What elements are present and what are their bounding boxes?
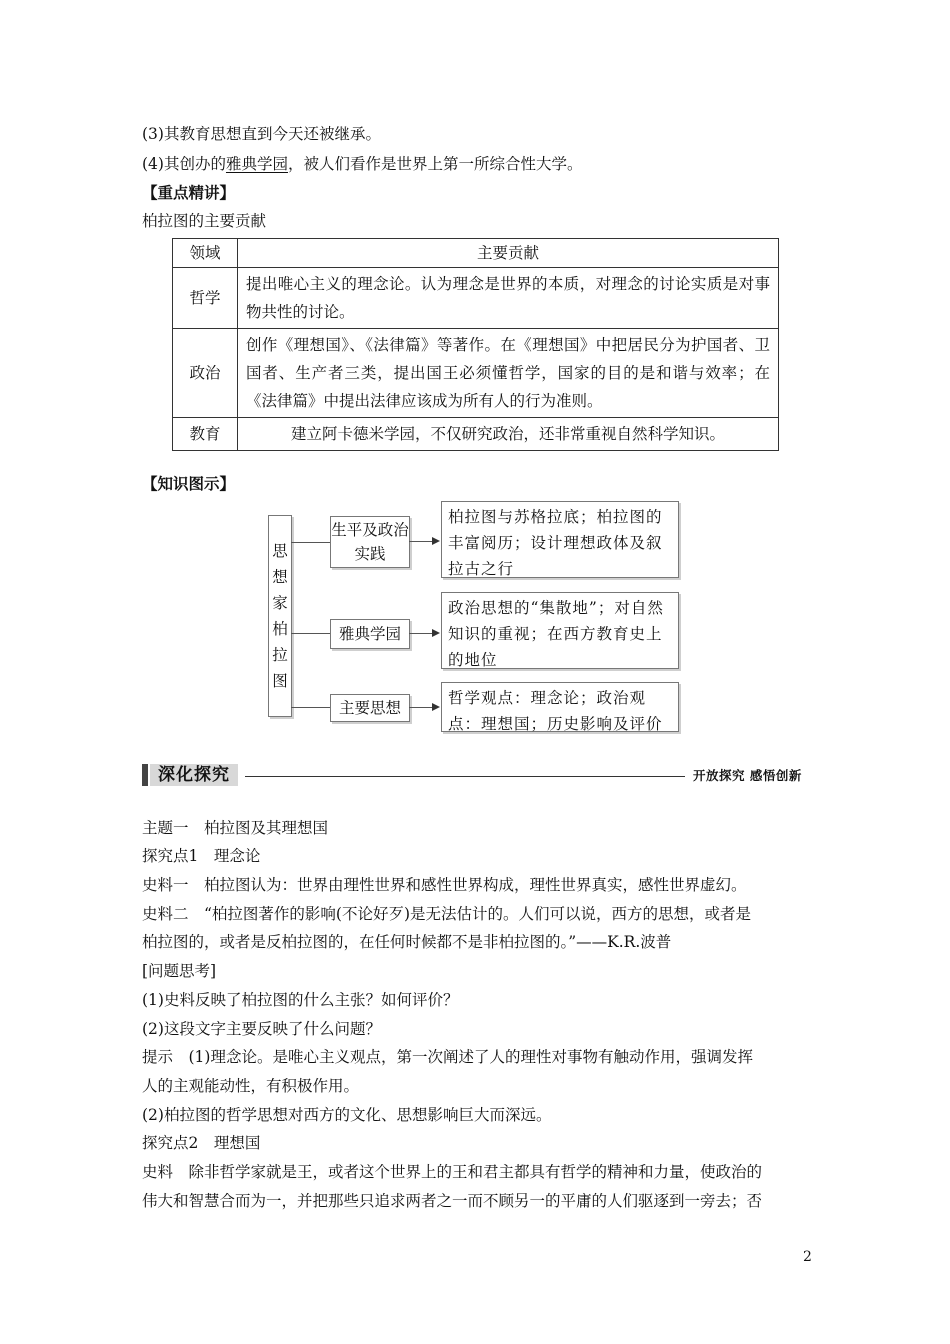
- question-heading: [问题思考]: [142, 962, 217, 980]
- diagram-root-box: [268, 515, 292, 717]
- branch-box-life: 生平及政治实践: [330, 516, 410, 568]
- table-row: [173, 329, 779, 418]
- table-caption: 柏拉图的主要贡献: [142, 212, 267, 230]
- arrow-head-icon: [432, 703, 440, 711]
- list-item-4: [142, 154, 583, 174]
- branch-box-thought: 主要思想: [330, 694, 410, 722]
- list-item-4-suffix: ，被人们看作是世界上第一所综合性大学。: [287, 155, 583, 173]
- source-2-line-2: 柏拉图的，或者是反柏拉图的，在任何时候都不是非柏拉图的。”——K.R.波普: [142, 933, 672, 951]
- table-header-row: [173, 239, 779, 268]
- hint-line-2: 人的主观能动性，有积极作用。: [142, 1077, 360, 1095]
- connector-line: [291, 633, 330, 634]
- page-number: 2: [803, 1249, 812, 1265]
- source-3-line-1: 史料 除非哲学家就是王，或者这个世界上的王和君主都具有哲学的精神和力量，使政治的: [142, 1163, 763, 1181]
- arrow-line: [409, 633, 433, 634]
- source-3-line-2: 伟大和智慧合而为一，并把那些只追求两者之一而不顾另一的平庸的人们驱逐到一旁去；否: [142, 1192, 763, 1210]
- field-cell: 哲学: [173, 268, 238, 329]
- connector-line: [291, 542, 330, 543]
- diagram-root-label: 思想家柏拉图: [272, 542, 288, 690]
- list-item-3: (3)其教育思想直到今天还被继承。: [142, 125, 381, 143]
- content-cell: 提出唯心主义的理念论。认为理念是世界的本质，对理念的讨论实质是对事物共性的讨论。: [238, 268, 779, 329]
- hint-2: (2)柏拉图的哲学思想对西方的文化、思想影响巨大而深远。: [142, 1106, 552, 1124]
- table-row: [173, 268, 779, 329]
- header-contribution: 主要贡献: [238, 239, 779, 268]
- detail-box-life: 柏拉图与苏格拉底；柏拉图的丰富阅历；设计理想政体及叙拉古之行: [441, 501, 679, 578]
- arrow-line: [409, 541, 433, 542]
- branch-box-academy: 雅典学园: [330, 619, 410, 649]
- connector-line: [291, 707, 330, 708]
- inquiry-point-1: 探究点1 理念论: [142, 847, 261, 865]
- content-cell: 创作《理想国》、《法律篇》等著作。在《理想国》中把居民分为护国者、卫国者、生产者三类，提出国王必须懂哲学，国家的目的是和谐与效率；在《法律篇》中提出法律应该成为所有人的行为准则。: [238, 329, 779, 418]
- diagram-heading: 【知识图示】: [142, 474, 236, 493]
- key-points-heading: 【重点精讲】: [142, 183, 236, 202]
- section-marker: [142, 764, 148, 786]
- hint-line-1: 提示 (1)理念论。是唯心主义观点，第一次阐述了人的理性对事物有触动作用，强调发挥: [142, 1048, 753, 1066]
- detail-box-academy: 政治思想的“集散地”；对自然知识的重视；在西方教育史上的地位: [441, 592, 679, 669]
- contributions-table: [172, 238, 779, 451]
- section-rule: [245, 776, 685, 777]
- field-cell: 教育: [173, 418, 238, 451]
- header-field: 领域: [173, 239, 238, 268]
- detail-box-thought: 哲学观点：理念论；政治观点：理想国；历史影响及评价: [441, 682, 679, 732]
- underlined-term: 雅典学园: [225, 155, 288, 173]
- section-title: 深化探究: [150, 764, 238, 786]
- section-tagline: 开放探究 感悟创新: [693, 768, 802, 783]
- question-1: (1)史料反映了柏拉图的什么主张？如何评价？: [142, 991, 459, 1009]
- arrow-head-icon: [432, 629, 440, 637]
- arrow-line: [409, 707, 433, 708]
- field-cell: 政治: [173, 329, 238, 418]
- arrow-head-icon: [432, 537, 440, 545]
- table-row: [173, 418, 779, 451]
- source-1: 史料一 柏拉图认为：世界由理性世界和感性世界构成，理性世界真实，感性世界虚幻。: [142, 876, 747, 894]
- inquiry-point-2: 探究点2 理想国: [142, 1134, 261, 1152]
- content-cell: 建立阿卡德米学园，不仅研究政治，还非常重视自然科学知识。: [238, 418, 779, 451]
- list-item-4-prefix: (4)其创办的: [142, 155, 226, 173]
- topic-title: 主题一 柏拉图及其理想国: [142, 819, 329, 837]
- source-2-line-1: 史料二 “柏拉图著作的影响(不论好歹)是无法估计的。人们可以说，西方的思想，或者是: [142, 905, 752, 923]
- question-2: (2)这段文字主要反映了什么问题？: [142, 1020, 381, 1038]
